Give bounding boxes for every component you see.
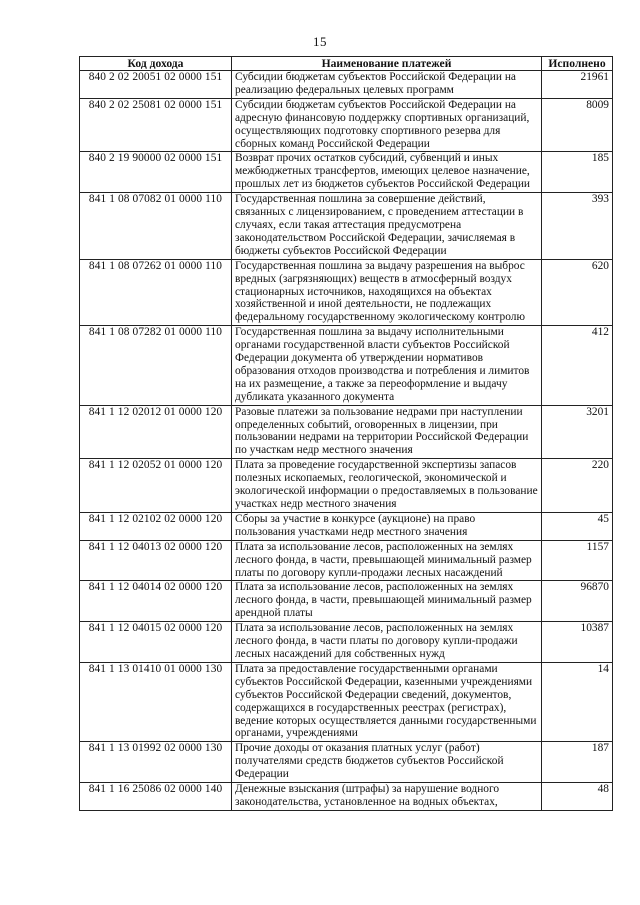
page-number: 15 <box>313 34 327 49</box>
income-code-cell: 840 2 19 90000 02 0000 151 <box>80 152 232 193</box>
header-name: Наименование платежей <box>232 57 542 71</box>
table-row <box>80 193 613 260</box>
executed-amount-cell: 10387 <box>542 622 613 663</box>
income-code-cell: 841 1 12 04014 02 0000 120 <box>80 581 232 622</box>
income-code-cell: 841 1 13 01410 01 0000 130 <box>80 662 232 741</box>
executed-amount-cell: 48 <box>542 783 613 811</box>
income-code-cell: 840 2 02 25081 02 0000 151 <box>80 98 232 152</box>
executed-amount-cell: 14 <box>542 662 613 741</box>
payment-name-cell: Государственная пошлина за совершение действий, связанных с лицензированием, с проведением аттестации в случаях, если такая аттестация предусмотрена законодательством Российской Федерации, зачисляемая в бюджеты субъектов Российской Федерации <box>232 193 542 260</box>
payment-name-cell: Плата за использование лесов, расположенных на землях лесного фонда, в части платы по договору купли-продажи лесных насаждений для собственных нужд <box>232 622 542 663</box>
payment-name-cell: Возврат прочих остатков субсидий, субвенций и иных межбюджетных трансфертов, имеющих целевое назначение, прошлых лет из бюджетов субъектов Российской Федерации <box>232 152 542 193</box>
executed-amount-cell: 21961 <box>542 71 613 99</box>
executed-amount-cell: 96870 <box>542 581 613 622</box>
income-code-cell: 841 1 08 07282 01 0000 110 <box>80 326 232 405</box>
payment-name-cell: Субсидии бюджетам субъектов Российской Федерации на адресную финансовую поддержку спортивных организаций, осуществляющих подготовку спортивного резерва для сборных команд Российской Федерации <box>232 98 542 152</box>
executed-amount-cell: 187 <box>542 742 613 783</box>
table-row <box>80 259 613 326</box>
executed-amount-cell: 393 <box>542 193 613 260</box>
income-code-cell: 841 1 12 04015 02 0000 120 <box>80 622 232 663</box>
payment-name-cell: Субсидии бюджетам субъектов Российской Федерации на реализацию федеральных целевых программ <box>232 71 542 99</box>
income-code-cell: 841 1 08 07262 01 0000 110 <box>80 259 232 326</box>
payment-name-cell: Прочие доходы от оказания платных услуг (работ) получателями средств бюджетов субъектов Российской Федерации <box>232 742 542 783</box>
payment-name-cell: Разовые платежи за пользование недрами при наступлении определенных событий, оговоренных в лицензии, при пользовании недрами на территории Российской Федерации по участкам недр местного значения <box>232 405 542 459</box>
payment-name-cell: Сборы за участие в конкурсе (аукционе) на право пользования участками недр местного значения <box>232 512 542 540</box>
table-row <box>80 783 613 811</box>
table-row <box>80 742 613 783</box>
executed-amount-cell: 45 <box>542 512 613 540</box>
executed-amount-cell: 8009 <box>542 98 613 152</box>
income-code-cell: 841 1 12 02102 02 0000 120 <box>80 512 232 540</box>
table-row <box>80 71 613 99</box>
table-row <box>80 405 613 459</box>
table-body <box>80 71 613 811</box>
header-executed: Исполнено <box>542 57 613 71</box>
payment-name-cell: Плата за предоставление государственными органами субъектов Российской Федерации, казенными учреждениями субъектов Российской Федерации сведений, документов, содержащихся в государственных реестрах (регистрах), ведение которых осуществляется данными государственными органами, учреждениями <box>232 662 542 741</box>
income-code-cell: 841 1 08 07082 01 0000 110 <box>80 193 232 260</box>
income-code-cell: 841 1 12 04013 02 0000 120 <box>80 540 232 581</box>
table-row <box>80 581 613 622</box>
income-code-cell: 841 1 12 02012 01 0000 120 <box>80 405 232 459</box>
table-row <box>80 152 613 193</box>
payment-name-cell: Плата за проведение государственной экспертизы запасов полезных ископаемых, геологической, экономической и экологической информации о предоставляемых в пользование участках недр местного значения <box>232 459 542 513</box>
executed-amount-cell: 3201 <box>542 405 613 459</box>
table-row <box>80 540 613 581</box>
executed-amount-cell: 1157 <box>542 540 613 581</box>
header-code: Код дохода <box>80 57 232 71</box>
table-row <box>80 98 613 152</box>
table-row <box>80 662 613 741</box>
payment-name-cell: Государственная пошлина за выдачу разрешения на выброс вредных (загрязняющих) веществ в атмосферный воздух стационарных источников, находящихся на объектах хозяйственной и иной деятельности, не подлежащих федеральному государственному экологическому контролю <box>232 259 542 326</box>
executed-amount-cell: 412 <box>542 326 613 405</box>
executed-amount-cell: 220 <box>542 459 613 513</box>
payment-name-cell: Денежные взыскания (штрафы) за нарушение водного законодательства, установленное на водных объектах, <box>232 783 542 811</box>
executed-amount-cell: 620 <box>542 259 613 326</box>
table-row <box>80 326 613 405</box>
payment-name-cell: Плата за использование лесов, расположенных на землях лесного фонда, в части, превышающей минимальный размер арендной платы <box>232 581 542 622</box>
income-code-cell: 841 1 12 02052 01 0000 120 <box>80 459 232 513</box>
income-code-cell: 840 2 02 20051 02 0000 151 <box>80 71 232 99</box>
table-row <box>80 622 613 663</box>
header-row <box>80 57 613 71</box>
table-header <box>80 57 613 71</box>
executed-amount-cell: 185 <box>542 152 613 193</box>
table-row <box>80 512 613 540</box>
income-code-cell: 841 1 13 01992 02 0000 130 <box>80 742 232 783</box>
table-row <box>80 459 613 513</box>
income-code-cell: 841 1 16 25086 02 0000 140 <box>80 783 232 811</box>
payment-name-cell: Государственная пошлина за выдачу исполнительными органами государственной власти субъектов Российской Федерации документа об утверждении нормативов образования отходов производства и потребления и лимитов на их размещение, а также за переоформление и выдачу дубликата указанного документа <box>232 326 542 405</box>
revenue-table <box>79 56 613 811</box>
payment-name-cell: Плата за использование лесов, расположенных на землях лесного фонда, в части, превышающей минимальный размер платы по договору купли-продажи лесных насаждений <box>232 540 542 581</box>
